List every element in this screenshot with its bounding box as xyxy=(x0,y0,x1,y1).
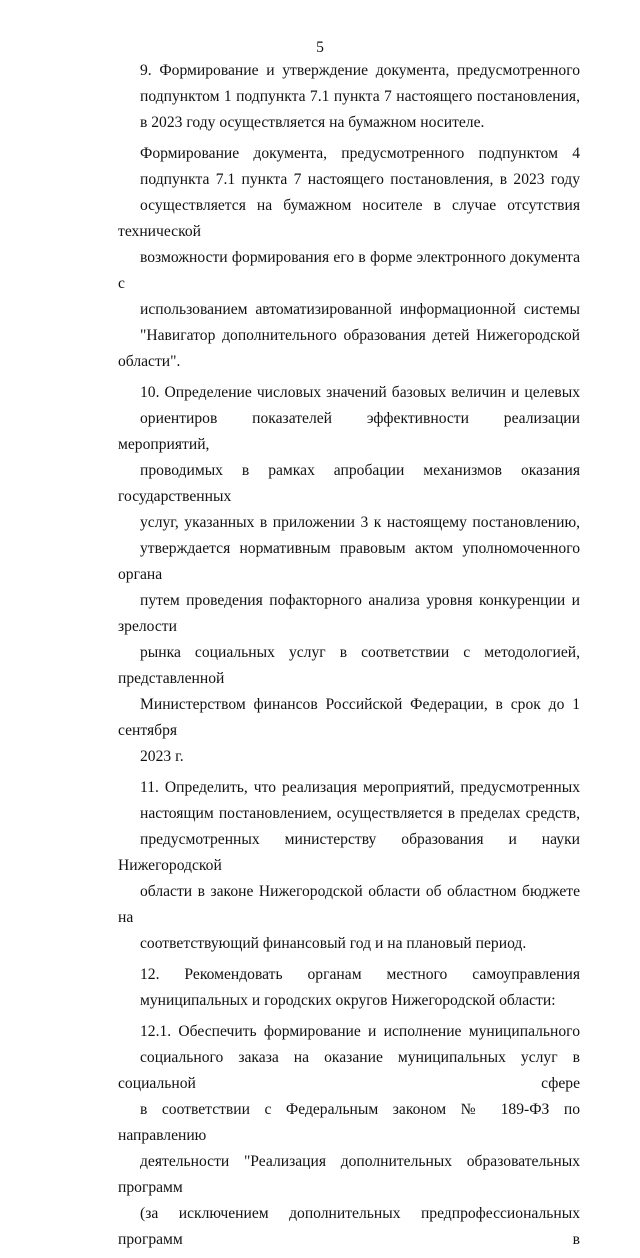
text-line: соответствующий финансовый год и на плановый период. xyxy=(140,935,527,952)
text-line: социального заказа на оказание муниципальных услуг в социальной сфере xyxy=(118,1049,580,1092)
text-line: возможности формирования его в форме электронного документа с xyxy=(118,249,580,292)
paragraph-9-continued xyxy=(118,141,580,375)
text-line: 2023 г. xyxy=(140,748,184,765)
text-line: утверждается нормативным правовым актом уполномоченного органа xyxy=(118,540,580,583)
text-line: 9. Формирование и утверждение документа, предусмотренного xyxy=(140,62,580,79)
text-line: 12. Рекомендовать органам местного самоуправления xyxy=(140,966,580,983)
paragraph-9 xyxy=(118,58,580,136)
document-body xyxy=(118,58,580,1258)
text-line: (за исключением дополнительных предпрофессиональных программ в xyxy=(118,1205,580,1248)
paragraph-10 xyxy=(118,380,580,770)
text-line: предусмотренных министерству образования и науки Нижегородской xyxy=(118,831,580,874)
paragraph-12-1 xyxy=(118,1019,580,1253)
text-line: муниципальных и городских округов Нижегородской области: xyxy=(140,992,556,1009)
paragraph-12 xyxy=(118,962,580,1014)
text-line: подпункта 7.1 пункта 7 настоящего постановления, в 2023 году xyxy=(140,171,580,188)
page-number: 5 xyxy=(316,39,324,56)
text-line: 11. Определить, что реализация мероприятий, предусмотренных xyxy=(140,779,580,796)
text-line: осуществляется на бумажном носителе в случае отсутствия технической xyxy=(118,197,580,240)
text-line: ориентиров показателей эффективности реализации мероприятий, xyxy=(118,410,580,453)
text-line: Формирование документа, предусмотренного подпунктом 4 xyxy=(140,145,580,162)
text-line: деятельности "Реализация дополнительных образовательных программ xyxy=(118,1153,580,1196)
text-line: использованием автоматизированной информационной системы xyxy=(140,301,580,318)
text-line: подпунктом 1 подпункта 7.1 пункта 7 настоящего постановления, xyxy=(140,88,580,105)
text-line: проводимых в рамках апробации механизмов оказания государственных xyxy=(118,462,580,505)
paragraph-11 xyxy=(118,775,580,957)
text-line: в 2023 году осуществляется на бумажном носителе. xyxy=(140,114,485,131)
text-line: Министерством финансов Российской Федерации, в срок до 1 сентября xyxy=(118,696,580,739)
text-line: настоящим постановлением, осуществляется в пределах средств, xyxy=(140,805,580,822)
text-line: области в законе Нижегородской области об областном бюджете на xyxy=(118,883,580,926)
text-line: путем проведения пофакторного анализа уровня конкуренции и зрелости xyxy=(118,592,580,635)
text-line: "Навигатор дополнительного образования детей Нижегородской области". xyxy=(118,327,580,370)
text-line: рынка социальных услуг в соответствии с методологией, представленной xyxy=(118,644,580,687)
text-line: 12.1. Обеспечить формирование и исполнение муниципального xyxy=(140,1023,580,1040)
text-line: 10. Определение числовых значений базовых величин и целевых xyxy=(140,384,580,401)
text-line: услуг, указанных в приложении 3 к настоящему постановлению, xyxy=(140,514,580,531)
text-line: в соответствии с Федеральным законом № 189-ФЗ по направлению xyxy=(118,1101,580,1144)
